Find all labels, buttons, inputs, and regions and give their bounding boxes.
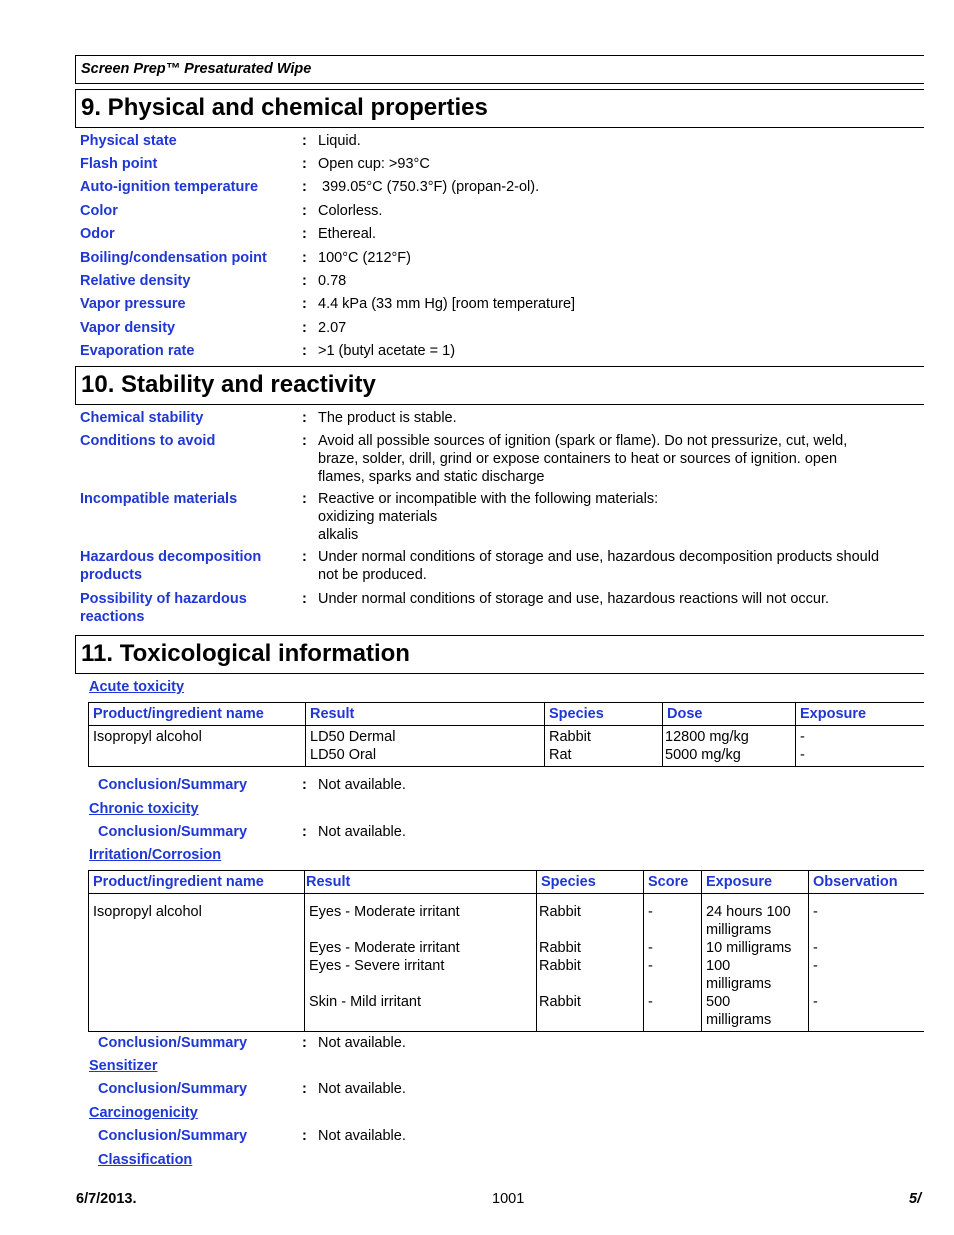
cell-species: Rabbit Rat xyxy=(545,726,663,767)
colon: : xyxy=(302,156,307,172)
chronic-toxicity-link[interactable]: Chronic toxicity xyxy=(89,801,199,817)
cell-species: Rabbit Rabbit Rabbit Rabbit xyxy=(537,894,644,1032)
property-value: 399.05°C (750.3°F) (propan-2-ol). xyxy=(322,179,540,195)
conclusion-value: Not available. xyxy=(318,777,406,793)
colon: : xyxy=(302,250,307,266)
table-row xyxy=(89,894,925,1032)
sensitizer-link[interactable]: Sensitizer xyxy=(89,1058,158,1074)
colon: : xyxy=(302,410,307,426)
section-11-title: 11. Toxicological information xyxy=(81,640,410,667)
colon: : xyxy=(302,203,307,219)
property-value: Under normal conditions of storage and use, hazardous decomposition products should not be produced. xyxy=(318,549,880,583)
conclusion-label: Conclusion/Summary xyxy=(98,824,248,840)
property-value: 4.4 kPa (33 mm Hg) [room temperature] xyxy=(318,296,576,312)
column-header: Product/ingredient name xyxy=(89,871,305,894)
property-value: Ethereal. xyxy=(318,226,377,242)
cell-exposure: - - xyxy=(796,726,925,767)
property-value: Liquid. xyxy=(318,133,361,149)
property-label: Vapor pressure xyxy=(80,296,186,312)
cell-result: LD50 Dermal LD50 Oral xyxy=(306,726,545,767)
section-9-header xyxy=(75,89,924,128)
section-9-title: 9. Physical and chemical properties xyxy=(81,94,488,121)
property-value: Reactive or incompatible with the following materials: oxidizing materials alkalis xyxy=(318,491,659,543)
colon: : xyxy=(302,1128,307,1144)
conclusion-label: Conclusion/Summary xyxy=(98,1081,248,1097)
property-value: 0.78 xyxy=(318,273,347,289)
property-label: Hazardous decomposition products xyxy=(80,549,262,583)
property-label: Vapor density xyxy=(80,320,176,336)
footer-code: 1001 xyxy=(492,1191,525,1207)
column-header: Result xyxy=(305,871,537,894)
property-label: Color xyxy=(80,203,118,219)
irritation-corrosion-link[interactable]: Irritation/Corrosion xyxy=(89,847,222,863)
acute-toxicity-link[interactable]: Acute toxicity xyxy=(89,679,185,695)
cell-dose: 12800 mg/kg 5000 mg/kg xyxy=(663,726,796,767)
colon: : xyxy=(302,320,307,336)
irritation-table xyxy=(88,870,924,1032)
column-header: Observation xyxy=(809,871,925,894)
property-label: Conditions to avoid xyxy=(80,433,216,449)
property-label: Chemical stability xyxy=(80,410,204,426)
property-label: Relative density xyxy=(80,273,191,289)
table-header-row xyxy=(89,703,925,726)
column-header: Species xyxy=(545,703,663,726)
property-label: Evaporation rate xyxy=(80,343,195,359)
column-header: Result xyxy=(306,703,545,726)
property-label: Physical state xyxy=(80,133,177,149)
carcinogenicity-link[interactable]: Carcinogenicity xyxy=(89,1105,198,1121)
colon: : xyxy=(302,179,307,195)
cell-name: Isopropyl alcohol xyxy=(89,894,305,1032)
property-label: Flash point xyxy=(80,156,158,172)
column-header: Dose xyxy=(663,703,796,726)
footer-date: 6/7/2013. xyxy=(76,1191,137,1207)
conclusion-value: Not available. xyxy=(318,1081,406,1097)
classification-link[interactable]: Classification xyxy=(98,1152,193,1168)
conclusion-value: Not available. xyxy=(318,1128,406,1144)
property-value: Open cup: >93°C xyxy=(318,156,430,172)
conclusion-value: Not available. xyxy=(318,824,406,840)
column-header: Product/ingredient name xyxy=(89,703,306,726)
cell-score: - - - - xyxy=(644,894,702,1032)
colon: : xyxy=(302,433,307,449)
property-label: Possibility of hazardous reactions xyxy=(80,591,247,625)
property-label: Incompatible materials xyxy=(80,491,238,507)
property-value: >1 (butyl acetate = 1) xyxy=(318,343,456,359)
colon: : xyxy=(302,133,307,149)
colon: : xyxy=(302,1035,307,1051)
colon: : xyxy=(302,549,307,565)
column-header: Exposure xyxy=(796,703,925,726)
property-value: Colorless. xyxy=(318,203,383,219)
property-value: 100°C (212°F) xyxy=(318,250,411,266)
property-value: 2.07 xyxy=(318,320,347,336)
cell-result: Eyes - Moderate irritant Eyes - Moderate irritant Eyes - Severe irritant Skin - Mild irritant xyxy=(305,894,537,1032)
cell-name: Isopropyl alcohol xyxy=(89,726,306,767)
section-10-header xyxy=(75,366,924,405)
colon: : xyxy=(302,273,307,289)
cell-observation: - - - - xyxy=(809,894,925,1032)
column-header: Score xyxy=(644,871,702,894)
property-label: Boiling/condensation point xyxy=(80,250,267,266)
product-name: Screen Prep™ Presaturated Wipe xyxy=(81,61,312,77)
property-value: Avoid all possible sources of ignition (spark or flame). Do not pressurize, cut, weld, braze, solder, drill, grind or expose containers to heat or sources of ignition. open flames, sparks and static discharge xyxy=(318,433,848,485)
property-label: Auto-ignition temperature xyxy=(80,179,259,195)
section-10-title: 10. Stability and reactivity xyxy=(81,371,376,398)
column-header: Exposure xyxy=(702,871,809,894)
conclusion-label: Conclusion/Summary xyxy=(98,1128,248,1144)
property-value: The product is stable. xyxy=(318,410,457,426)
property-value: Under normal conditions of storage and use, hazardous reactions will not occur. xyxy=(318,591,830,607)
conclusion-label: Conclusion/Summary xyxy=(98,1035,248,1051)
conclusion-label: Conclusion/Summary xyxy=(98,777,248,793)
colon: : xyxy=(302,343,307,359)
property-label: Odor xyxy=(80,226,115,242)
colon: : xyxy=(302,591,307,607)
table-row xyxy=(89,726,925,767)
document-header xyxy=(75,55,924,84)
colon: : xyxy=(302,226,307,242)
cell-exposure: 24 hours 100 milligrams 10 milligrams 100 milligrams 500 milligrams xyxy=(702,894,809,1032)
section-11-header xyxy=(75,635,924,674)
footer-page: 5/ xyxy=(909,1191,922,1207)
conclusion-value: Not available. xyxy=(318,1035,406,1051)
column-header: Species xyxy=(537,871,644,894)
colon: : xyxy=(302,824,307,840)
table-header-row xyxy=(89,871,925,894)
colon: : xyxy=(302,491,307,507)
acute-toxicity-table xyxy=(88,702,924,767)
colon: : xyxy=(302,1081,307,1097)
colon: : xyxy=(302,296,307,312)
colon: : xyxy=(302,777,307,793)
